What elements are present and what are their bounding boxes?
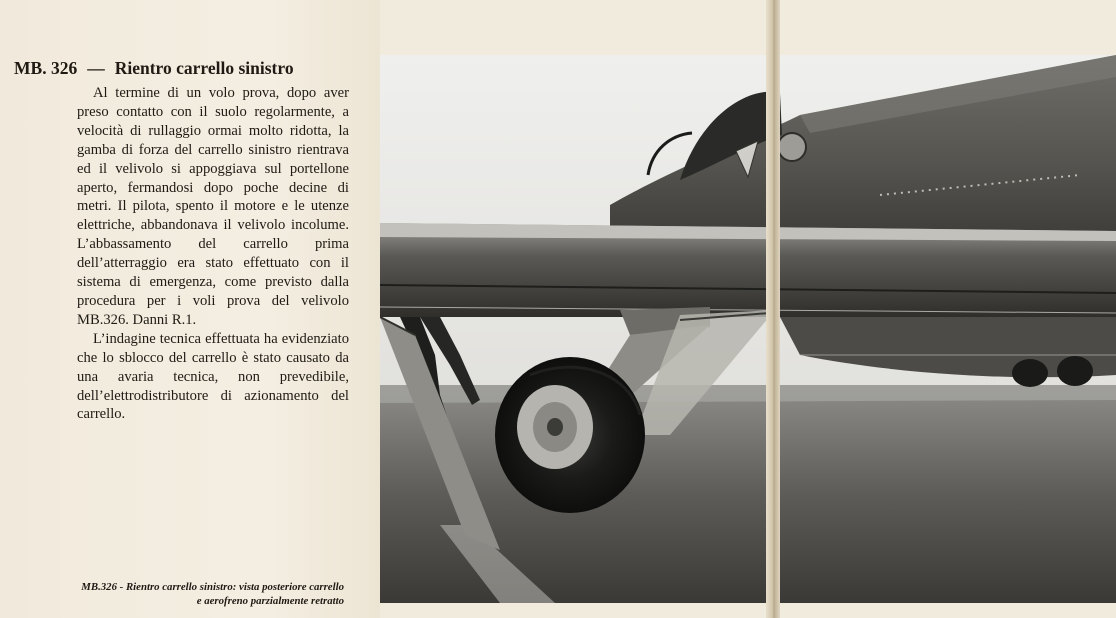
heading-dash: — — [87, 58, 105, 78]
aircraft-landing-gear-photo — [380, 55, 1116, 603]
article-title: Rientro carrello sinistro — [114, 58, 294, 78]
photo-caption — [14, 580, 344, 608]
paragraph-2: L’indagine tecnica effettuata ha evidenziato che lo sblocco del carrello è stato causato da una avaria tecnica, non prevedibile, dell’elettrodistributore di azionamento del carrello. — [77, 330, 349, 423]
book-gutter — [766, 0, 780, 618]
article-body — [77, 84, 349, 424]
photo-illustration — [380, 55, 1116, 603]
caption-line-1: MB.326 - Rientro carrello sinistro: vista posteriore carrello — [81, 581, 344, 593]
aircraft-code: MB. 326 — [14, 58, 78, 78]
caption-line-2: e aerofreno parzialmente retratto — [196, 595, 344, 607]
article-heading — [14, 58, 374, 78]
paragraph-1: Al termine di un volo prova, dopo aver preso contatto con il suolo regolarmente, a velocità di rullaggio ormai molto ridotta, la gamba di forza del carrello sinistro rientrava ed il velivolo si appoggiava sul portellone aperto, fermandosi dopo poche decine di metri. Il pilota, spento il motore e le utenze elettriche, abbandonava il velivolo incolume. L’abbassamento del carrello prima dell’atterraggio era stato effettuato con il sistema di emergenza, come previsto dalla procedura per i voli prova del velivolo MB.326. Danni R.1. — [77, 85, 349, 328]
